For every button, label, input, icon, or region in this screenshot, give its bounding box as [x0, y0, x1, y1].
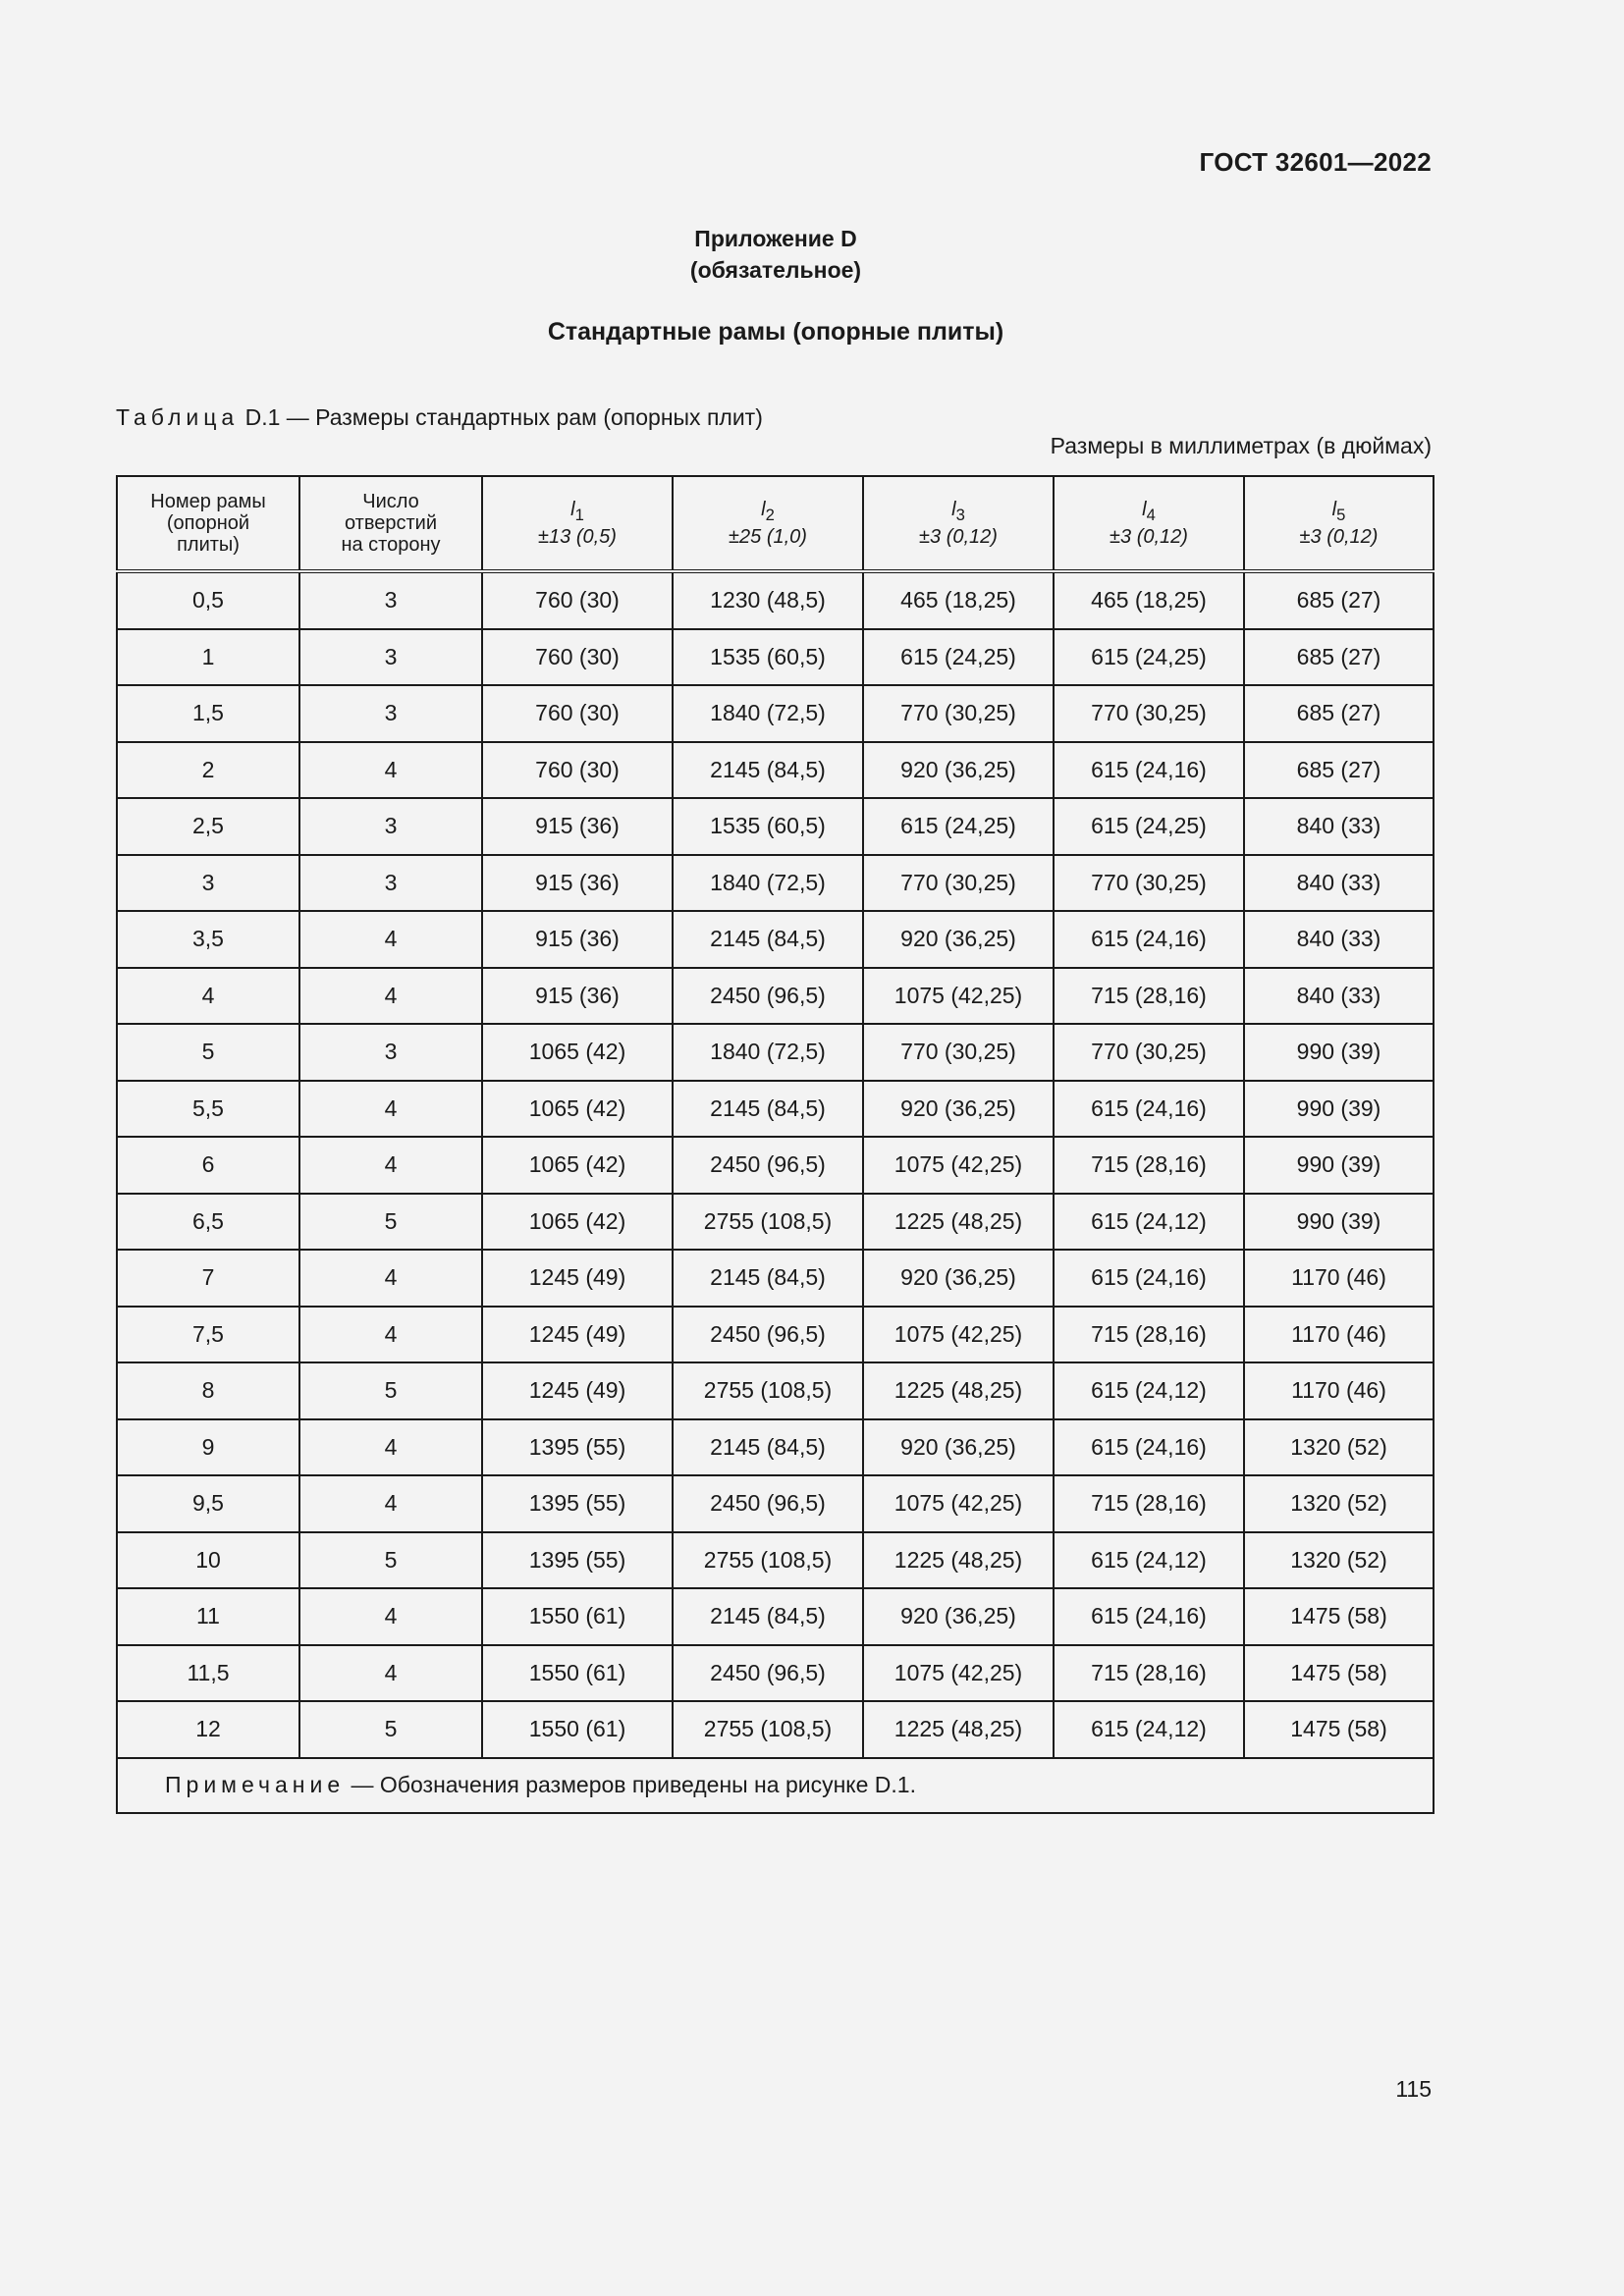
cell-holes-per-side: 4 [299, 1081, 482, 1138]
cell-l2: 1840 (72,5) [673, 855, 863, 912]
col-header-symbol: $l_3$ [951, 499, 965, 524]
cell-frame-number: 7,5 [117, 1307, 299, 1363]
table-row [117, 1081, 1434, 1138]
cell-holes-per-side: 4 [299, 1250, 482, 1307]
cell-l3: 920 (36,25) [863, 1081, 1054, 1138]
cell-l4: 615 (24,25) [1054, 798, 1244, 855]
col-header-line: отверстий [345, 512, 437, 534]
cell-l3: 920 (36,25) [863, 911, 1054, 968]
cell-l4: 770 (30,25) [1054, 855, 1244, 912]
annex-title: Приложение D [694, 226, 857, 251]
cell-l5: 990 (39) [1244, 1081, 1434, 1138]
cell-l3: 920 (36,25) [863, 1588, 1054, 1645]
cell-l1: 1245 (49) [482, 1250, 673, 1307]
cell-l5: 685 (27) [1244, 742, 1434, 799]
cell-l4: 615 (24,16) [1054, 1250, 1244, 1307]
cell-frame-number: 1 [117, 629, 299, 686]
cell-holes-per-side: 4 [299, 742, 482, 799]
table-row [117, 629, 1434, 686]
cell-l4: 615 (24,12) [1054, 1532, 1244, 1589]
cell-l4: 615 (24,16) [1054, 1419, 1244, 1476]
cell-l2: 2450 (96,5) [673, 968, 863, 1025]
cell-holes-per-side: 5 [299, 1194, 482, 1251]
cell-l4: 715 (28,16) [1054, 1645, 1244, 1702]
table-note [117, 1758, 1434, 1813]
cell-l1: 915 (36) [482, 968, 673, 1025]
cell-frame-number: 3,5 [117, 911, 299, 968]
table-row [117, 855, 1434, 912]
cell-l2: 2145 (84,5) [673, 1081, 863, 1138]
cell-l3: 920 (36,25) [863, 1419, 1054, 1476]
table-caption [116, 404, 763, 431]
cell-l1: 1550 (61) [482, 1645, 673, 1702]
cell-frame-number: 5,5 [117, 1081, 299, 1138]
cell-frame-number: 11 [117, 1588, 299, 1645]
cell-frame-number: 11,5 [117, 1645, 299, 1702]
cell-frame-number: 10 [117, 1532, 299, 1589]
col-header-l4 [1054, 476, 1244, 571]
table-row [117, 1137, 1434, 1194]
cell-l2: 2450 (96,5) [673, 1137, 863, 1194]
cell-l5: 1320 (52) [1244, 1532, 1434, 1589]
cell-holes-per-side: 4 [299, 911, 482, 968]
cell-l5: 1170 (46) [1244, 1362, 1434, 1419]
table-row [117, 742, 1434, 799]
table-row [117, 1250, 1434, 1307]
cell-l2: 2145 (84,5) [673, 1588, 863, 1645]
cell-l1: 915 (36) [482, 855, 673, 912]
cell-l4: 770 (30,25) [1054, 1024, 1244, 1081]
col-header-tolerance: ±13 (0,5) [538, 526, 617, 548]
cell-l4: 715 (28,16) [1054, 1307, 1244, 1363]
cell-l3: 1075 (42,25) [863, 1475, 1054, 1532]
cell-holes-per-side: 5 [299, 1532, 482, 1589]
cell-frame-number: 7 [117, 1250, 299, 1307]
cell-l2: 1535 (60,5) [673, 798, 863, 855]
cell-l2: 2755 (108,5) [673, 1362, 863, 1419]
cell-l1: 1395 (55) [482, 1419, 673, 1476]
table-row [117, 1419, 1434, 1476]
table-body [117, 571, 1434, 1758]
col-header-symbol: $l_2$ [761, 499, 775, 524]
cell-l2: 2755 (108,5) [673, 1194, 863, 1251]
cell-l1: 1395 (55) [482, 1475, 673, 1532]
cell-l2: 2450 (96,5) [673, 1307, 863, 1363]
col-header-l3 [863, 476, 1054, 571]
cell-l5: 1170 (46) [1244, 1307, 1434, 1363]
col-header-l5 [1244, 476, 1434, 571]
cell-l3: 1225 (48,25) [863, 1701, 1054, 1758]
cell-holes-per-side: 4 [299, 1588, 482, 1645]
cell-frame-number: 9 [117, 1419, 299, 1476]
cell-l3: 1075 (42,25) [863, 1137, 1054, 1194]
cell-holes-per-side: 3 [299, 685, 482, 742]
col-header-l1 [482, 476, 673, 571]
col-header-line: на сторону [341, 534, 441, 556]
cell-frame-number: 2 [117, 742, 299, 799]
col-header-symbol: $l_5$ [1331, 499, 1346, 524]
cell-l3: 1225 (48,25) [863, 1532, 1054, 1589]
col-header-tolerance: ±3 (0,12) [1299, 526, 1379, 548]
cell-l4: 615 (24,16) [1054, 1081, 1244, 1138]
table-row [117, 1475, 1434, 1532]
col-header-line: Число [362, 491, 419, 512]
cell-l2: 2450 (96,5) [673, 1645, 863, 1702]
cell-l1: 1245 (49) [482, 1307, 673, 1363]
cell-l2: 2450 (96,5) [673, 1475, 863, 1532]
cell-frame-number: 4 [117, 968, 299, 1025]
cell-frame-number: 0,5 [117, 571, 299, 629]
cell-l4: 715 (28,16) [1054, 968, 1244, 1025]
col-header-tolerance: ±25 (1,0) [729, 526, 807, 548]
cell-l1: 760 (30) [482, 742, 673, 799]
cell-l1: 1065 (42) [482, 1194, 673, 1251]
cell-l2: 2755 (108,5) [673, 1701, 863, 1758]
cell-holes-per-side: 5 [299, 1362, 482, 1419]
frame-dimensions-table [116, 475, 1435, 1814]
table-row [117, 968, 1434, 1025]
cell-l1: 760 (30) [482, 571, 673, 629]
cell-l5: 1475 (58) [1244, 1645, 1434, 1702]
cell-l4: 715 (28,16) [1054, 1475, 1244, 1532]
cell-frame-number: 12 [117, 1701, 299, 1758]
cell-l2: 2755 (108,5) [673, 1532, 863, 1589]
cell-l2: 1230 (48,5) [673, 571, 863, 629]
units-note: Размеры в миллиметрах (в дюймах) [1050, 433, 1432, 458]
cell-l5: 1320 (52) [1244, 1419, 1434, 1476]
cell-l3: 1225 (48,25) [863, 1362, 1054, 1419]
table-row [117, 685, 1434, 742]
table-row [117, 1024, 1434, 1081]
cell-l3: 1075 (42,25) [863, 1645, 1054, 1702]
cell-holes-per-side: 3 [299, 855, 482, 912]
cell-l5: 840 (33) [1244, 968, 1434, 1025]
cell-l1: 1065 (42) [482, 1081, 673, 1138]
table-row [117, 1307, 1434, 1363]
table-row [117, 1645, 1434, 1702]
document-code: ГОСТ 32601—2022 [1199, 147, 1432, 177]
col-header-tolerance: ±3 (0,12) [919, 526, 998, 548]
cell-l4: 615 (24,16) [1054, 1588, 1244, 1645]
cell-l3: 1225 (48,25) [863, 1194, 1054, 1251]
cell-l4: 615 (24,16) [1054, 911, 1244, 968]
cell-l4: 615 (24,25) [1054, 629, 1244, 686]
cell-l5: 840 (33) [1244, 855, 1434, 912]
cell-frame-number: 1,5 [117, 685, 299, 742]
cell-l5: 840 (33) [1244, 798, 1434, 855]
col-header-l2 [673, 476, 863, 571]
cell-l1: 1065 (42) [482, 1137, 673, 1194]
table-row [117, 571, 1434, 629]
cell-frame-number: 3 [117, 855, 299, 912]
cell-frame-number: 5 [117, 1024, 299, 1081]
cell-frame-number: 6,5 [117, 1194, 299, 1251]
cell-l3: 615 (24,25) [863, 798, 1054, 855]
cell-holes-per-side: 4 [299, 1419, 482, 1476]
cell-l2: 2145 (84,5) [673, 742, 863, 799]
cell-l5: 1475 (58) [1244, 1588, 1434, 1645]
annex-status: (обязательное) [689, 257, 862, 283]
cell-l3: 1075 (42,25) [863, 1307, 1054, 1363]
cell-l3: 465 (18,25) [863, 571, 1054, 629]
note-label: Примечание [165, 1772, 346, 1797]
cell-l3: 770 (30,25) [863, 1024, 1054, 1081]
cell-l1: 1550 (61) [482, 1588, 673, 1645]
cell-holes-per-side: 3 [299, 571, 482, 629]
cell-l4: 615 (24,12) [1054, 1362, 1244, 1419]
table-caption-prefix: Таблица [116, 404, 240, 430]
cell-l5: 840 (33) [1244, 911, 1434, 968]
col-header-holes-per-side [299, 476, 482, 571]
col-header-symbol: $l_1$ [570, 499, 584, 524]
cell-l3: 920 (36,25) [863, 742, 1054, 799]
cell-holes-per-side: 4 [299, 1307, 482, 1363]
table-row [117, 1701, 1434, 1758]
cell-holes-per-side: 4 [299, 1137, 482, 1194]
section-title: Стандартные рамы (опорные плиты) [547, 318, 1004, 346]
cell-l2: 1840 (72,5) [673, 685, 863, 742]
cell-l2: 1535 (60,5) [673, 629, 863, 686]
table-row [117, 911, 1434, 968]
cell-l5: 990 (39) [1244, 1137, 1434, 1194]
cell-l1: 760 (30) [482, 629, 673, 686]
cell-l1: 760 (30) [482, 685, 673, 742]
cell-l5: 1170 (46) [1244, 1250, 1434, 1307]
cell-l3: 920 (36,25) [863, 1250, 1054, 1307]
col-header-line: Номер рамы [150, 491, 266, 512]
col-header-line: (опорной [166, 512, 250, 534]
cell-l1: 915 (36) [482, 798, 673, 855]
cell-frame-number: 9,5 [117, 1475, 299, 1532]
cell-holes-per-side: 4 [299, 1645, 482, 1702]
table-row [117, 1532, 1434, 1589]
table-row [117, 798, 1434, 855]
cell-l1: 915 (36) [482, 911, 673, 968]
note-text: — Обозначения размеров приведены на рисунке D.1. [345, 1772, 916, 1797]
table-note-row [117, 1758, 1434, 1813]
cell-holes-per-side: 3 [299, 1024, 482, 1081]
cell-l5: 990 (39) [1244, 1194, 1434, 1251]
table-caption-text: D.1 — Размеры стандартных рам (опорных плит) [244, 404, 763, 430]
page-number: 115 [1395, 2076, 1432, 2102]
cell-l4: 715 (28,16) [1054, 1137, 1244, 1194]
cell-l4: 615 (24,16) [1054, 742, 1244, 799]
cell-l5: 1475 (58) [1244, 1701, 1434, 1758]
table-row [117, 1194, 1434, 1251]
cell-frame-number: 8 [117, 1362, 299, 1419]
cell-l4: 770 (30,25) [1054, 685, 1244, 742]
cell-l3: 615 (24,25) [863, 629, 1054, 686]
cell-l3: 1075 (42,25) [863, 968, 1054, 1025]
cell-l2: 2145 (84,5) [673, 1250, 863, 1307]
cell-l5: 1320 (52) [1244, 1475, 1434, 1532]
cell-l2: 2145 (84,5) [673, 1419, 863, 1476]
cell-l5: 685 (27) [1244, 571, 1434, 629]
cell-l2: 2145 (84,5) [673, 911, 863, 968]
cell-l1: 1395 (55) [482, 1532, 673, 1589]
cell-holes-per-side: 5 [299, 1701, 482, 1758]
cell-l5: 685 (27) [1244, 629, 1434, 686]
table-row [117, 1362, 1434, 1419]
table-row [117, 1588, 1434, 1645]
cell-l5: 990 (39) [1244, 1024, 1434, 1081]
col-header-frame-number [117, 476, 299, 571]
col-header-line: плиты) [177, 534, 240, 556]
table-header-row [117, 476, 1434, 571]
cell-l4: 615 (24,12) [1054, 1194, 1244, 1251]
cell-holes-per-side: 3 [299, 629, 482, 686]
cell-holes-per-side: 4 [299, 968, 482, 1025]
col-header-symbol: $l_4$ [1142, 499, 1156, 524]
cell-holes-per-side: 3 [299, 798, 482, 855]
cell-l1: 1065 (42) [482, 1024, 673, 1081]
cell-l3: 770 (30,25) [863, 855, 1054, 912]
col-header-tolerance: ±3 (0,12) [1110, 526, 1188, 548]
cell-frame-number: 2,5 [117, 798, 299, 855]
cell-l3: 770 (30,25) [863, 685, 1054, 742]
cell-l4: 465 (18,25) [1054, 571, 1244, 629]
cell-l2: 1840 (72,5) [673, 1024, 863, 1081]
cell-l5: 685 (27) [1244, 685, 1434, 742]
cell-frame-number: 6 [117, 1137, 299, 1194]
cell-l1: 1550 (61) [482, 1701, 673, 1758]
cell-l1: 1245 (49) [482, 1362, 673, 1419]
cell-l4: 615 (24,12) [1054, 1701, 1244, 1758]
cell-holes-per-side: 4 [299, 1475, 482, 1532]
